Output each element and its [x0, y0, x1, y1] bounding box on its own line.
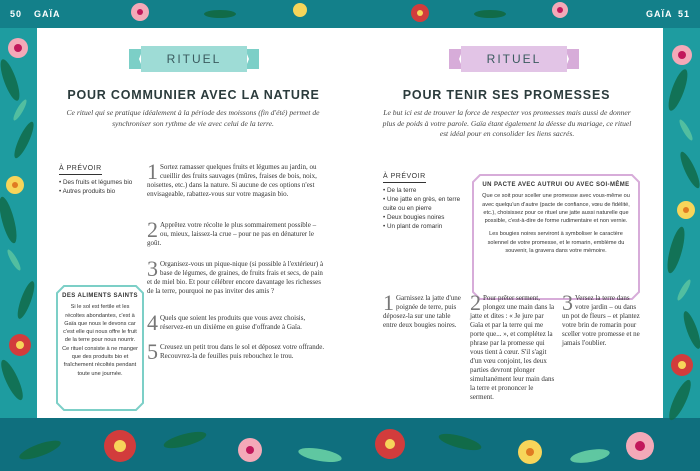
right-running-title: GAÏA — [646, 9, 673, 19]
right-title: POUR TENIR SES PROMESSES — [402, 88, 611, 102]
step-number: 5 — [147, 339, 158, 364]
step-number: 3 — [562, 290, 573, 315]
left-intro: Ce rituel qui se pratique idéalement à la période des moissons (fin d'été) permet de synchroniser son rythme de vie avec celui de la terre. — [66, 108, 320, 128]
right-step-3 — [562, 290, 642, 348]
step-number: 4 — [147, 310, 158, 335]
step-text: Creusez un petit trou dans le sol et déposez votre offrande. Recouvrez-la de feuilles puis rebouchez le trou. — [160, 343, 325, 360]
left-step-4 — [147, 310, 325, 335]
step-text: Garnissez la jatte d'une poignée de terre, puis déposez-la sur une table entre deux bougies noires. — [383, 294, 461, 329]
box-paragraph-1: Que ce soit pour sceller une promesse avec vous-même ou avec quelqu'un d'autre (pacte de confiance, vœu de fidélité, etc.), choisissez pour ce rituel une jatte aussi naturelle que possible, c'est-à-dire de forme rudimentaire et non vernie. — [482, 193, 630, 225]
list-item: • Un plant de romarin — [383, 222, 463, 231]
list-item: • Une jatte en grès, en terre cuite ou en pierre — [383, 195, 463, 213]
step-number: 2 — [147, 217, 158, 242]
left-step-5 — [147, 339, 325, 364]
box-heading: UN PACTE AVEC AUTRUI OU AVEC SOI-MÊME — [482, 182, 630, 188]
list-item: • Autres produits bio — [59, 187, 149, 196]
left-title: POUR COMMUNIER AVEC LA NATURE — [67, 88, 320, 102]
step-text: Pour prêter serment, plongez une main dans la jatte et dites : « Je jure par Gaïa et par la terre qui me porte que... », et complétez la phrase par la promesse qui vous tient à cœur. S'il s'agit d'un vœu conjoint, les deux parties devront plonger simultanément leur main dans la terre et prononcer le serment. — [470, 294, 555, 401]
right-ribbon-label: RITUEL — [486, 52, 542, 66]
list-item: • De la terre — [383, 186, 463, 195]
box-heading: DES ALIMENTS SAINTS — [62, 293, 138, 299]
left-prevoir-heading: À PRÉVOIR — [59, 165, 102, 175]
right-prevoir-heading: À PRÉVOIR — [383, 173, 426, 183]
step-text: Versez la terre dans votre jardin – ou dans un pot de fleurs – et plantez votre brin de romarin pour sceller votre promesse et ne jamais l'oublier. — [562, 294, 640, 347]
right-prevoir-list — [383, 186, 463, 231]
right-sidebar-box — [479, 181, 633, 255]
left-step-2 — [147, 217, 325, 248]
step-text: Quels que soient les produits que vous avez choisis, réservez-en un dixième en guise d'offrande à Gaïa. — [160, 314, 306, 331]
step-number: 1 — [383, 290, 394, 315]
left-running-title: GAÏA — [34, 9, 61, 19]
left-step-3 — [147, 256, 325, 296]
step-number: 1 — [147, 159, 158, 184]
right-step-1 — [383, 290, 465, 330]
right-step-2 — [470, 290, 558, 402]
right-intro: Le but ici est de trouver la force de respecter vos promesses mais aussi de donner plus de poids à votre parole. Gaïa étant également la déesse du mariage, ce rituel est idéal pour en consolider les liens sacrés. — [382, 108, 632, 138]
left-ribbon-label: RITUEL — [166, 52, 222, 66]
list-item: • Deux bougies noires — [383, 213, 463, 222]
step-number: 2 — [470, 290, 481, 315]
box-paragraph-2: Les bougies noires serviront à symboliser le caractère solennel de votre promesse, et le romarin, emblème du souvenir, la gravera dans votre mémoire. — [487, 231, 625, 255]
left-page — [37, 28, 350, 418]
step-text: Apprêtez votre récolte le plus sommairement possible – ou, mieux, laissez-la crue – pour ne pas en dénaturer le goût. — [147, 221, 317, 247]
left-step-1 — [147, 159, 325, 199]
list-item: • Des fruits et légumes bio — [59, 178, 149, 187]
box-text: Si le sol est fertile et les récoltes abondantes, c'est à Gaïa que nous le devons car c'est elle qui nous offre le fruit de la terre pour nous nourrir. Ce rituel consiste à ne manger que des produits bio et fraîchement récoltés pendant toute une journée. — [62, 304, 138, 377]
step-number: 3 — [147, 256, 158, 281]
right-page — [350, 28, 663, 418]
left-sidebar-box — [62, 292, 138, 378]
step-text: Sortez ramasser quelques fruits et légumes au jardin, ou cueillir des fruits sauvages (mûres, fraises de bois, noix, noisettes, etc.) dans la nature. Si aucune de ces options n'est envisageable, rabattez-vous sur votre magasin bio. — [147, 163, 317, 198]
left-page-number: 50 — [10, 9, 23, 19]
right-page-number: 51 — [678, 9, 691, 19]
left-prevoir-list — [59, 178, 149, 196]
step-text: Organisez-vous un pique-nique (si possible à l'extérieur) à base de légumes, de graines, de fruits frais et secs, de pain et de miel bio. Et pour célébrer encore davantage les richesses de la terre, pourquoi ne pas inviter des amis ? — [147, 260, 324, 295]
